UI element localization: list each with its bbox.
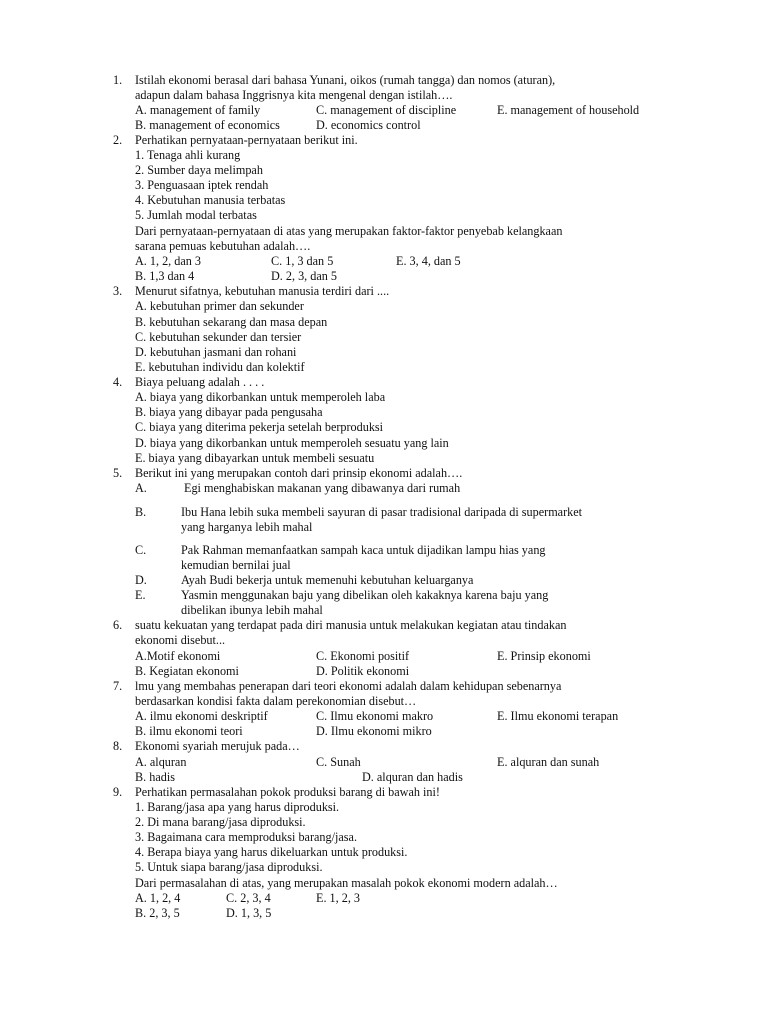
list-item: 2. Di mana barang/jasa diproduksi. (135, 815, 306, 829)
option-c: C. 2, 3, 4 (226, 891, 271, 905)
list-item: 2. Sumber daya melimpah (135, 163, 263, 177)
option-e: E. alquran dan sunah (497, 755, 600, 769)
option-text: kemudian bernilai jual (181, 558, 291, 572)
question-stem: berdasarkan kondisi fakta dalam perekonomian disebut… (135, 694, 417, 708)
list-item: 3. Penguasaan iptek rendah (135, 178, 269, 192)
option-e: E. Ilmu ekonomi terapan (497, 709, 619, 723)
question-number: 9. (113, 785, 123, 799)
option-letter: B. (135, 505, 147, 519)
question-stem: Menurut sifatnya, kebutuhan manusia terdiri dari .... (135, 284, 390, 298)
question-stem: Perhatikan pernyataan-pernyataan berikut ini. (135, 133, 358, 147)
question-stem: ekonomi disebut... (135, 633, 226, 647)
list-item: 4. Berapa biaya yang harus dikeluarkan untuk produksi. (135, 845, 408, 859)
option-c: C. management of discipline (316, 103, 457, 117)
question-stem: suatu kekuatan yang terdapat pada diri manusia untuk melakukan kegiatan atau tindakan (135, 618, 567, 632)
option-c: C. Sunah (316, 755, 361, 769)
option-b: B. kebutuhan sekarang dan masa depan (135, 315, 328, 329)
option-text: Ibu Hana lebih suka membeli sayuran di pasar tradisional daripada di supermarket (181, 505, 583, 519)
option-d: D. economics control (316, 118, 421, 132)
question-stem: Berikut ini yang merupakan contoh dari prinsip ekonomi adalah…. (135, 466, 463, 480)
option-letter: C. (135, 543, 147, 557)
option-d: D. alquran dan hadis (362, 770, 463, 784)
option-c: C. kebutuhan sekunder dan tersier (135, 330, 302, 344)
option-b: B. 1,3 dan 4 (135, 269, 195, 283)
question-stem: Ekonomi syariah merujuk pada… (135, 739, 300, 753)
question-number: 7. (113, 679, 123, 693)
question-number: 8. (113, 739, 123, 753)
option-letter: A. (135, 481, 147, 495)
option-c: C. 1, 3 dan 5 (271, 254, 334, 268)
question-stem: Biaya peluang adalah . . . . (135, 375, 265, 389)
option-d: D. kebutuhan jasmani dan rohani (135, 345, 297, 359)
option-a: A. biaya yang dikorbankan untuk memperoleh laba (135, 390, 386, 404)
option-e: E. kebutuhan individu dan kolektif (135, 360, 305, 374)
option-c: C. Ekonomi positif (316, 649, 410, 663)
question-stem: lmu yang membahas penerapan dari teori ekonomi adalah dalam kehidupan sebenarnya (135, 679, 562, 693)
option-d: D. biaya yang dikorbankan untuk memperoleh sesuatu yang lain (135, 436, 449, 450)
option-b: B. management of economics (135, 118, 280, 132)
list-item: 4. Kebutuhan manusia terbatas (135, 193, 286, 207)
option-d: D. 2, 3, dan 5 (271, 269, 338, 283)
option-c: C. Ilmu ekonomi makro (316, 709, 434, 723)
question-number: 1. (113, 73, 123, 87)
question-stem: Dari pernyataan-pernyataan di atas yang merupakan faktor-faktor penyebab kelangkaan (135, 224, 563, 238)
list-item: 5. Jumlah modal terbatas (135, 208, 257, 222)
option-text: Egi menghabiskan makanan yang dibawanya dari rumah (184, 481, 461, 495)
option-b: B. ilmu ekonomi teori (135, 724, 243, 738)
question-number: 6. (113, 618, 123, 632)
option-a: A. management of family (135, 103, 261, 117)
option-text: Pak Rahman memanfaatkan sampah kaca untuk dijadikan lampu hias yang (181, 543, 546, 557)
question-number: 4. (113, 375, 123, 389)
option-letter: D. (135, 573, 147, 587)
option-text: Ayah Budi bekerja untuk memenuhi kebutuhan keluarganya (181, 573, 474, 587)
option-c: C. biaya yang diterima pekerja setelah berproduksi (135, 420, 384, 434)
question-stem: adapun dalam bahasa Inggrisnya kita mengenal dengan istilah…. (135, 88, 453, 102)
question-number: 2. (113, 133, 123, 147)
option-b: B. hadis (135, 770, 175, 784)
option-e: E. management of household (497, 103, 640, 117)
question-number: 5. (113, 466, 123, 480)
option-a: A. 1, 2, 4 (135, 891, 181, 905)
option-letter: E. (135, 588, 146, 602)
list-item: 5. Untuk siapa barang/jasa diproduksi. (135, 860, 323, 874)
question-stem: Dari permasalahan di atas, yang merupakan masalah pokok ekonomi modern adalah… (135, 876, 558, 890)
option-b: B. 2, 3, 5 (135, 906, 180, 920)
option-a: A. alquran (135, 755, 187, 769)
option-a: A.Motif ekonomi (135, 649, 221, 663)
option-b: B. biaya yang dibayar pada pengusaha (135, 405, 323, 419)
option-d: D. 1, 3, 5 (226, 906, 272, 920)
option-a: A. 1, 2, dan 3 (135, 254, 202, 268)
question-stem: Perhatikan permasalahan pokok produksi barang di bawah ini! (135, 785, 440, 799)
option-a: A. kebutuhan primer dan sekunder (135, 299, 304, 313)
option-e: E. Prinsip ekonomi (497, 649, 591, 663)
question-stem: sarana pemuas kebutuhan adalah…. (135, 239, 311, 253)
list-item: 1. Barang/jasa apa yang harus diproduksi. (135, 800, 340, 814)
option-text: Yasmin menggunakan baju yang dibelikan oleh kakaknya karena baju yang (181, 588, 549, 602)
option-e: E. 3, 4, dan 5 (396, 254, 461, 268)
option-a: A. ilmu ekonomi deskriptif (135, 709, 268, 723)
option-b: B. Kegiatan ekonomi (135, 664, 239, 678)
option-text: yang harganya lebih mahal (181, 520, 313, 534)
option-d: D. Ilmu ekonomi mikro (316, 724, 432, 738)
option-e: E. biaya yang dibayarkan untuk membeli sesuatu (135, 451, 375, 465)
list-item: 1. Tenaga ahli kurang (135, 148, 241, 162)
question-number: 3. (113, 284, 123, 298)
option-text: dibelikan ibunya lebih mahal (181, 603, 323, 617)
question-stem: Istilah ekonomi berasal dari bahasa Yunani, oikos (rumah tangga) dan nomos (aturan), (135, 73, 556, 87)
option-e: E. 1, 2, 3 (316, 891, 361, 905)
option-d: D. Politik ekonomi (316, 664, 410, 678)
list-item: 3. Bagaimana cara memproduksi barang/jasa. (135, 830, 357, 844)
